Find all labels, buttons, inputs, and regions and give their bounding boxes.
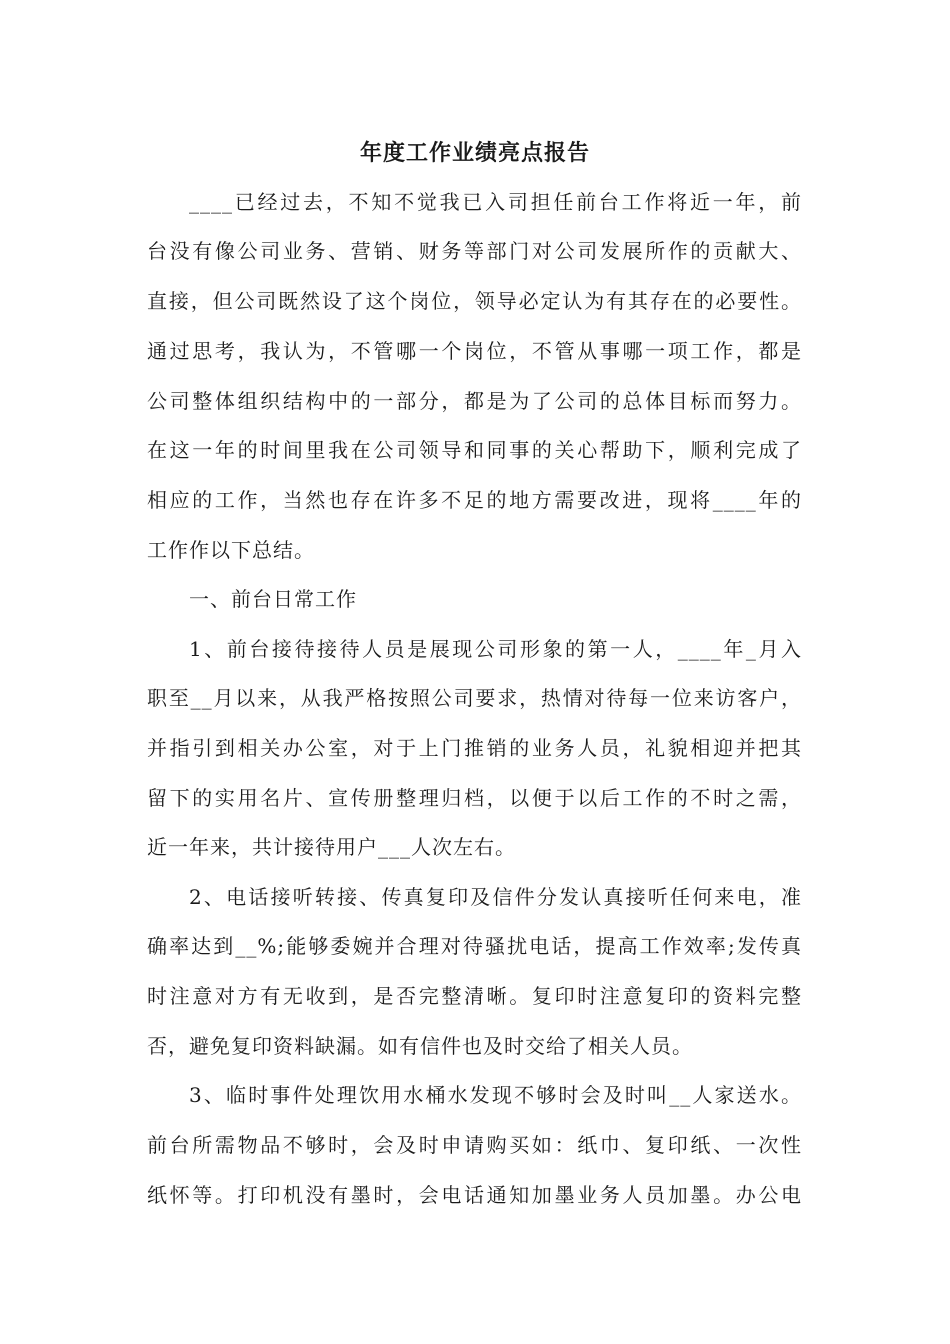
- document-title: 年度工作业绩亮点报告: [359, 140, 590, 166]
- paragraph-line: 前台所需物品不够时，会及时申请购买如：纸巾、复印纸、一次性: [147, 1133, 802, 1157]
- paragraph-line: 确率达到__%;能够委婉并合理对待骚扰电话，提高工作效率;发传真: [147, 934, 802, 958]
- paragraph-line: 否，避免复印资料缺漏。如有信件也及时交给了相关人员。: [147, 1034, 693, 1058]
- paragraph-line: 2、电话接听转接、传真复印及信件分发认真接听任何来电，准: [189, 885, 802, 909]
- paragraph-line: 留下的实用名片、宣传册整理归档，以便于以后工作的不时之需，: [147, 786, 802, 810]
- paragraph-line: 公司整体组织结构中的一部分，都是为了公司的总体目标而努力。: [147, 389, 802, 413]
- paragraph-line: ____已经过去，不知不觉我已入司担任前台工作将近一年，前: [189, 190, 802, 214]
- paragraph-line: 在这一年的时间里我在公司领导和同事的关心帮助下，顺利完成了: [147, 438, 802, 462]
- paragraph-line: 相应的工作，当然也存在许多不足的地方需要改进，现将____年的: [147, 488, 802, 512]
- paragraph-line: 通过思考，我认为，不管哪一个岗位，不管从事哪一项工作，都是: [147, 339, 802, 363]
- paragraph-line: 纸怀等。打印机没有墨时，会电话通知加墨业务人员加墨。办公电: [147, 1183, 802, 1207]
- paragraph-line: 1、前台接待接待人员是展现公司形象的第一人，____年_月入: [189, 637, 802, 661]
- paragraph-line: 工作作以下总结。: [147, 538, 315, 562]
- paragraph-line: 台没有像公司业务、营销、财务等部门对公司发展所作的贡献大、: [147, 239, 802, 263]
- paragraph-line: 职至__月以来，从我严格按照公司要求，热情对待每一位来访客户，: [147, 686, 802, 710]
- paragraph-line: 并指引到相关办公室，对于上门推销的业务人员，礼貌相迎并把其: [147, 736, 802, 760]
- section-heading: 一、前台日常工作: [189, 587, 357, 611]
- paragraph-line: 3、临时事件处理饮用水桶水发现不够时会及时叫__人家送水。: [189, 1083, 802, 1107]
- paragraph-line: 时注意对方有无收到，是否完整清晰。复印时注意复印的资料完整: [147, 984, 802, 1008]
- paragraph-line: 近一年来，共计接待用户___人次左右。: [147, 835, 516, 859]
- paragraph-line: 直接，但公司既然设了这个岗位，领导必定认为有其存在的必要性。: [147, 289, 802, 313]
